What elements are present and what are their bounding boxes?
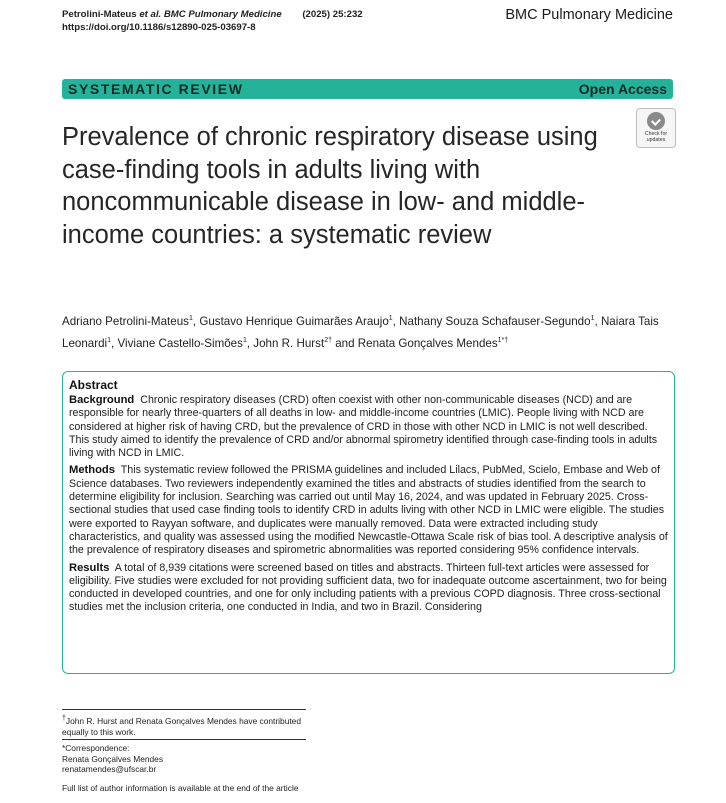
author-separator: ,	[246, 336, 254, 350]
background-text: Chronic respiratory diseases (CRD) often coexist with other non-communicable diseases (NCD) and are responsible for nearly three-quarters of all deaths in low- and middle-income countries (LMIC). People living with NCD are considered at higher risk of having CRD, but the prevalence of CRD in those with other NCD in LMIC is not well described. This study aimed to identify the prevalence of CRD and/or abnormal spirometry identified through case-finding tools in adults living with NCD in LMIC.	[69, 394, 658, 460]
badge-line1: Check for	[644, 131, 668, 137]
correspondence-name: Renata Gonçalves Mendes	[62, 753, 164, 764]
article-type-band	[62, 79, 673, 99]
abstract-methods	[69, 464, 668, 557]
methods-label: Methods	[69, 464, 115, 477]
badge-line2: updates	[646, 137, 666, 143]
author-affiliation: 1	[590, 315, 595, 322]
author[interactable]: Naiara Tais Leonardi	[62, 314, 659, 350]
methods-text: This systematic review followed the PRISMA guidelines and included Lilacs, PubMed, Scielo, Embase and Web of Science databases. Two reviewers independently examined the titles and abstracts of studies identified from the search to determine eligibility for inclusion. Searching was carried out until May 16, 2024, and was updated in February 2025. Cross-sectional studies that used case finding tools to identify CRD in adults living with other NCD in LMIC were eligible. The studies were exported to Rayyan software, and duplicates were manually removed. Data were extracted including study characteristics, and quality was assessed using the modified Newcastle-Ottawa Scale risk of bias tool. A descriptive analysis of the prevalence of respiratory diseases and spirometric abnormalities was reported considering 95% confidence intervals.	[69, 464, 668, 557]
check-updates-icon	[647, 112, 665, 130]
running-header	[62, 8, 363, 34]
author-affiliation: 1	[242, 336, 247, 344]
header-etal: et al.	[139, 9, 162, 20]
dagger-mark: †	[62, 715, 66, 722]
results-label: Results	[69, 561, 110, 574]
author[interactable]: Adriano Petrolini-Mateus	[62, 314, 189, 328]
author-affiliation: 1*†	[497, 336, 509, 344]
doi-link[interactable]: https://doi.org/10.1186/s12890-025-03697-8	[62, 22, 256, 33]
author[interactable]: Renata Gonçalves Mendes	[357, 336, 498, 350]
author-affiliation: 1	[188, 315, 193, 322]
author-affiliation: 2†	[324, 336, 332, 344]
article-type: SYSTEMATIC REVIEW	[68, 81, 244, 97]
footnote-divider	[62, 739, 306, 740]
author-separator: ,	[392, 314, 400, 328]
results-text: A total of 8,939 citations were screened based on titles and abstracts. Thirteen full-text articles were assessed for eligibility. Five studies were excluded for not providing sufficient data, two for inadequate outcome ascertainment, two for being conducted in developed countries, and one for only including patients with a previous COPD diagnosis. Three cross-sectional studies met the inclusion criteria, one conducted in India, and two in Brazil. Considering	[69, 561, 667, 614]
author-affiliation: 1	[388, 315, 393, 322]
author-list	[62, 309, 674, 353]
abstract-box	[62, 371, 675, 674]
footnote-divider	[62, 709, 306, 710]
citation-line	[62, 8, 363, 21]
author-separator: ,	[192, 314, 200, 328]
author-separator: and	[331, 336, 358, 350]
author[interactable]: Viviane Castello-Simões	[117, 336, 243, 350]
contribution-footnote	[62, 713, 322, 738]
journal-name: BMC Pulmonary Medicine	[505, 7, 673, 23]
header-author: Petrolini-Mateus	[62, 9, 137, 20]
author-info-note: Full list of author information is available at the end of the article	[62, 783, 299, 793]
check-for-updates-badge[interactable]	[636, 108, 676, 148]
abstract-background	[69, 394, 668, 460]
header-journal: BMC Pulmonary Medicine	[163, 9, 282, 20]
abstract-heading: Abstract	[69, 378, 118, 392]
author[interactable]: John R. Hurst	[253, 336, 325, 350]
article-title: Prevalence of chronic respiratory disease using case-finding tools in adults living with noncommunicable disease in low- and middle-income countries: a systematic review	[62, 123, 598, 249]
background-label: Background	[69, 394, 135, 406]
author-affiliation: 1	[107, 336, 112, 344]
author[interactable]: Gustavo Henrique Guimarães Araujo	[199, 314, 389, 328]
author-separator: ,	[111, 336, 118, 350]
abstract-results	[69, 562, 668, 615]
header-year-volume: (2025) 25:232	[302, 9, 363, 20]
correspondence-block	[62, 743, 163, 775]
contribution-text: John R. Hurst and Renata Gonçalves Mendes have contributed equally to this work.	[62, 715, 301, 737]
correspondence-label: *Correspondence:	[62, 743, 130, 753]
open-access-label: Open Access	[578, 81, 667, 97]
author-separator: ,	[594, 314, 601, 328]
author[interactable]: Nathany Souza Schafauser-Segundo	[399, 314, 591, 328]
correspondence-email[interactable]: renatamendes@ufscar.br	[62, 764, 157, 774]
